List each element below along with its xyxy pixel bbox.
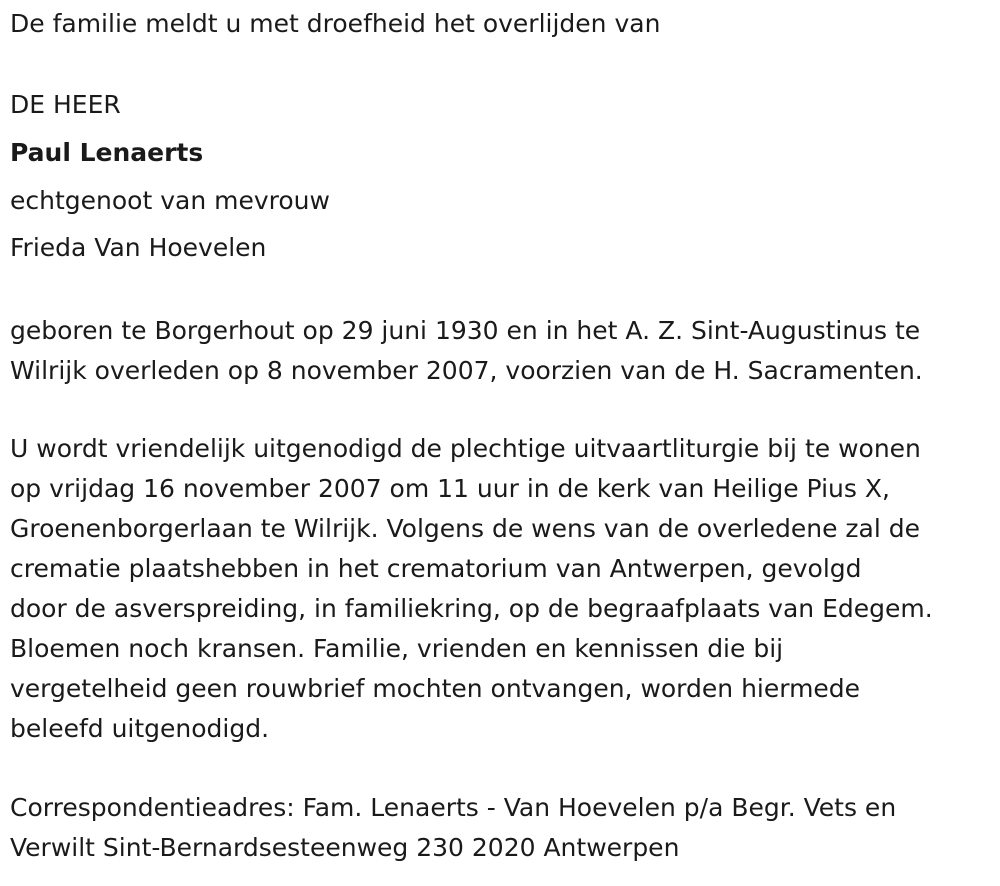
paragraph-line: op vrijdag 16 november 2007 om 11 uur in de kerk van Heilige Pius X,	[10, 474, 890, 503]
relation-text: echtgenoot van mevrouw	[10, 186, 330, 215]
intro-text: De familie meldt u met droefheid het overlijden van	[10, 9, 661, 38]
honorific: DE HEER	[10, 90, 121, 119]
paragraph-line: crematie plaatshebben in het crematorium van Antwerpen, gevolgd	[10, 554, 862, 583]
paragraph-line: Groenenborgerlaan te Wilrijk. Volgens de wens van de overledene zal de	[10, 514, 920, 543]
paragraph-line: Verwilt Sint-Bernardsesteenweg 230 2020 Antwerpen	[10, 833, 680, 862]
paragraph-line: Correspondentieadres: Fam. Lenaerts - Van Hoevelen p/a Begr. Vets en	[10, 793, 897, 822]
paragraph-line: U wordt vriendelijk uitgenodigd de plechtige uitvaartliturgie bij te wonen	[10, 434, 921, 463]
paragraph-line: geboren te Borgerhout op 29 juni 1930 en in het A. Z. Sint-Augustinus te	[10, 316, 921, 345]
paragraph-line: Wilrijk overleden op 8 november 2007, voorzien van de H. Sacramenten.	[10, 356, 923, 385]
paragraph-line: vergetelheid geen rouwbrief mochten ontvangen, worden hiermede	[10, 674, 861, 703]
birth-death-paragraph	[10, 311, 923, 391]
paragraph-line: beleefd uitgenodigd.	[10, 714, 270, 743]
paragraph-line: door de asverspreiding, in familiekring, op de begraafplaats van Edegem.	[10, 594, 933, 623]
deceased-name: Paul Lenaerts	[10, 138, 204, 167]
paragraph-line: Bloemen noch kransen. Familie, vrienden en kennissen die bij	[10, 634, 784, 663]
correspondence-address	[10, 788, 896, 868]
funeral-invitation-paragraph	[10, 429, 933, 749]
spouse-name: Frieda Van Hoevelen	[10, 233, 267, 262]
